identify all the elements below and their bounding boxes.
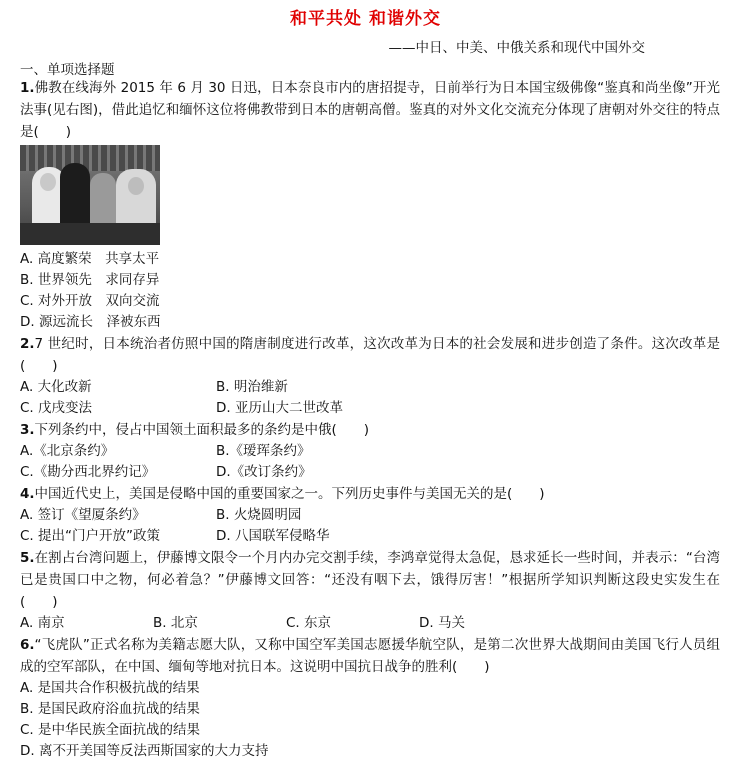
option-a[interactable]: A.《北京条约》 bbox=[20, 443, 115, 459]
question-1 bbox=[20, 77, 720, 333]
option-b[interactable]: B. 世界领先 求同存异 bbox=[20, 272, 160, 288]
question-text: 下列条约中，侵占中国领土面积最多的条约是中俄( ) bbox=[34, 422, 370, 438]
option-c[interactable]: C. 对外开放 双向交流 bbox=[20, 293, 160, 309]
option-b[interactable]: B. 是国民政府浴血抗战的结果 bbox=[20, 701, 200, 717]
option-a[interactable]: A. 南京 bbox=[20, 615, 65, 631]
question-number: 2. bbox=[20, 336, 35, 352]
photo-monks-ceremony bbox=[20, 145, 160, 245]
question-number: 4. bbox=[20, 486, 35, 502]
option-b[interactable]: B. 火烧圆明园 bbox=[216, 507, 302, 523]
question-5 bbox=[20, 547, 720, 634]
question-number: 1. bbox=[20, 80, 35, 96]
question-text: “飞虎队”正式名称为美籍志愿大队，又称中国空军美国志愿援华航空队，是第二次世界大战期间由美国飞行人员组成的空军部队，在中国、缅甸等地对抗日本。这说明中国抗日战争的胜利( ) bbox=[20, 637, 720, 675]
option-a[interactable]: A. 签订《望厦条约》 bbox=[20, 507, 146, 523]
option-d[interactable]: D. 八国联军侵略华 bbox=[216, 528, 330, 544]
question-number: 5. bbox=[20, 550, 35, 566]
option-b[interactable]: B. 北京 bbox=[153, 615, 198, 631]
question-text: 7 世纪时，日本统治者仿照中国的隋唐制度进行改革，这次改革为日本的社会发展和进步创造了条件。这次改革是( ) bbox=[20, 336, 720, 374]
option-d[interactable]: D.《改订条约》 bbox=[216, 464, 312, 480]
question-text: 佛教在线海外 2015 年 6 月 30 日迅，日本奈良市内的唐招提寺，日前举行为日本国宝级佛像“鉴真和尚坐像”开光法事(见右图)，借此追忆和缅怀这位将佛教带到日本的唐朝高僧。鉴真的对外文化交流充分体现了唐朝对外交往的特点是( ) bbox=[20, 80, 720, 140]
option-a[interactable]: A. 大化改新 bbox=[20, 379, 92, 395]
option-a[interactable]: A. 是国共合作积极抗战的结果 bbox=[20, 680, 200, 696]
section-heading: 一、单项选择题 bbox=[20, 62, 115, 78]
option-a[interactable]: A. 高度繁荣 共享太平 bbox=[20, 251, 160, 267]
question-6 bbox=[20, 634, 720, 762]
question-number: 3. bbox=[20, 422, 35, 438]
page-title: 和平共处 和谐外交 bbox=[290, 9, 441, 29]
question-text: 在割占台湾问题上，伊藤博文限令一个月内办完交割手续，李鸿章觉得太急促，恳求延长一些时间，并表示：“台湾已是贵国口中之物，何必着急？”伊藤博文回答：“还没有咽下去，饿得厉害！”根据所学知识判断这段史实发生在( ) bbox=[20, 550, 720, 610]
option-c[interactable]: C.《勘分西北界约记》 bbox=[20, 464, 156, 480]
question-list bbox=[20, 77, 720, 762]
option-c[interactable]: C. 戊戌变法 bbox=[20, 400, 93, 416]
page-subtitle: ——中日、中美、中俄关系和现代中国外交 bbox=[388, 40, 645, 56]
question-2 bbox=[20, 333, 720, 419]
option-d[interactable]: D. 亚历山大二世改革 bbox=[216, 400, 343, 416]
option-c[interactable]: C. 提出“门户开放”政策 bbox=[20, 528, 160, 544]
option-d[interactable]: D. 离不开美国等反法西斯国家的大力支持 bbox=[20, 743, 269, 759]
option-c[interactable]: C. 是中华民族全面抗战的结果 bbox=[20, 722, 201, 738]
question-number: 6. bbox=[20, 637, 35, 653]
option-c[interactable]: C. 东京 bbox=[286, 615, 332, 631]
question-4 bbox=[20, 483, 720, 547]
question-text: 中国近代史上，美国是侵略中国的重要国家之一。下列历史事件与美国无关的是( ) bbox=[34, 486, 545, 502]
option-d[interactable]: D. 源远流长 泽被东西 bbox=[20, 314, 161, 330]
question-3 bbox=[20, 419, 720, 483]
option-b[interactable]: B.《瑷珲条约》 bbox=[216, 443, 311, 459]
option-b[interactable]: B. 明治维新 bbox=[216, 379, 288, 395]
option-d[interactable]: D. 马关 bbox=[419, 615, 465, 631]
